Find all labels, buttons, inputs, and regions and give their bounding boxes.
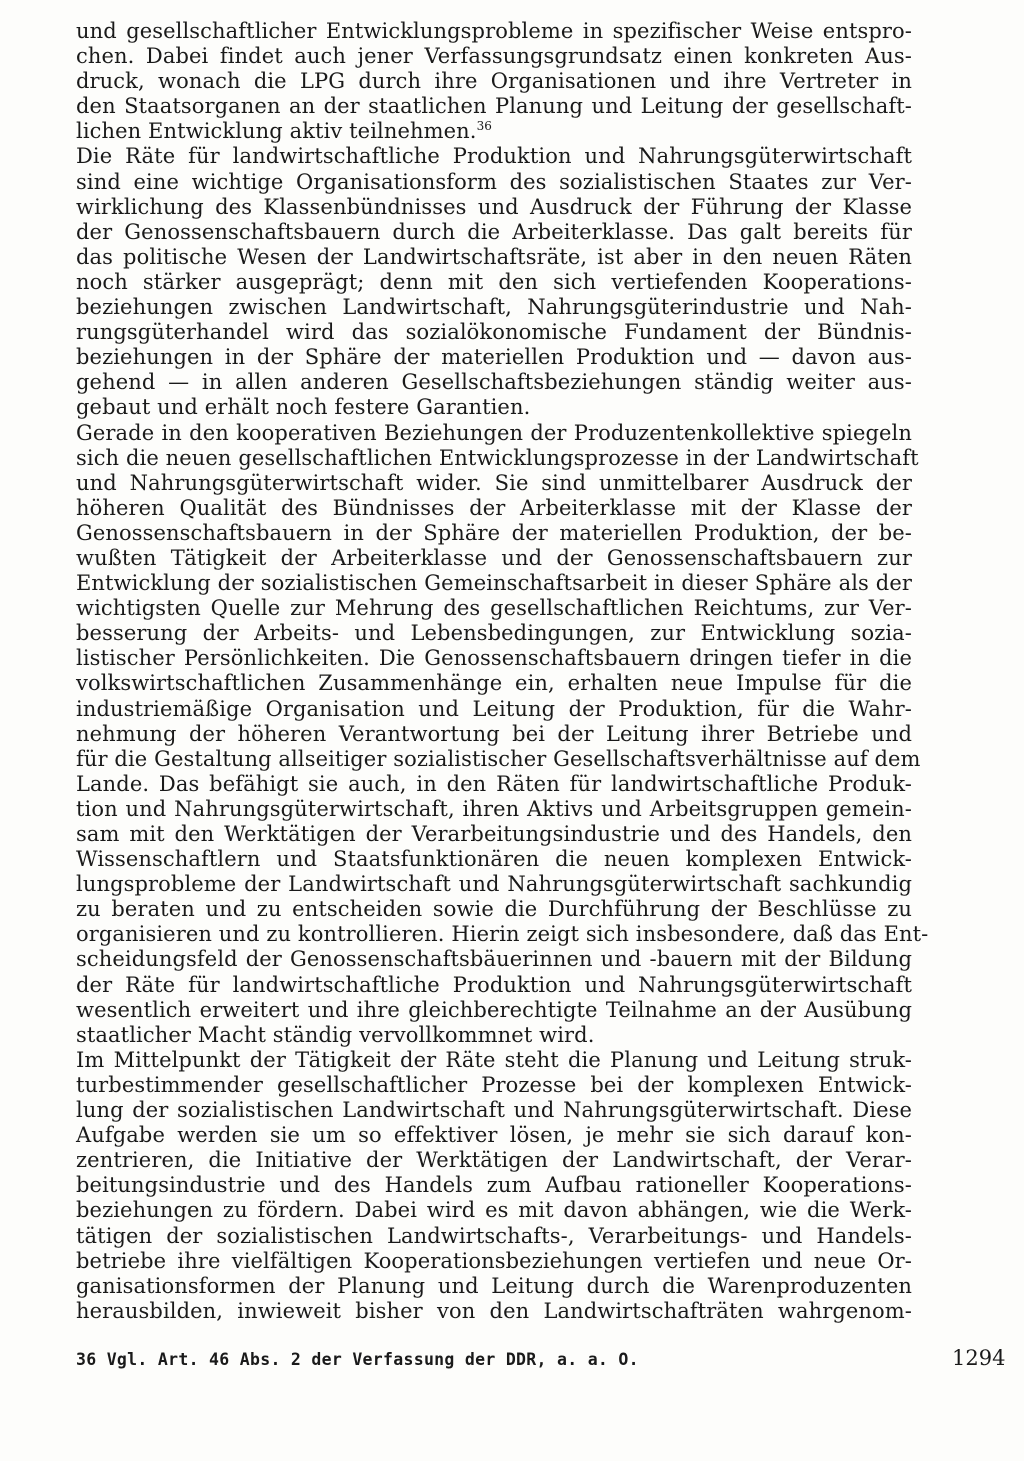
text-line: wichtigsten Quelle zur Mehrung des gesellschaftlichen Reichtums, zur Ver- [76, 596, 912, 621]
footnote-reference: 36 [476, 119, 493, 134]
text-line: und Nahrungsgüterwirtschaft wider. Sie sind unmittelbarer Ausdruck der [76, 470, 912, 495]
text-line: ganisationsformen der Planung und Leitung durch die Warenproduzenten [76, 1273, 912, 1298]
text-line: tätigen der sozialistischen Landwirtschafts-, Verarbeitungs- und Handels- [76, 1223, 912, 1248]
paragraph [76, 1048, 912, 1324]
text-line: gehend — in allen anderen Gesellschaftsbeziehungen ständig weiter aus- [76, 370, 912, 395]
page-body [76, 19, 929, 1324]
text-line [76, 119, 912, 144]
text-line: beitungsindustrie und des Handels zum Aufbau rationeller Kooperations- [76, 1173, 912, 1198]
text-line: Gerade in den kooperativen Beziehungen der Produzentenkollektive spiegeln [76, 420, 912, 445]
text-line: wirklichung des Klassenbündnisses und Ausdruck der Führung der Klasse [76, 194, 912, 219]
footnote: 36 Vgl. Art. 46 Abs. 2 der Verfassung der DDR, a. a. O. [76, 1350, 639, 1369]
text-line: und gesellschaftlicher Entwicklungsprobleme in spezifischer Weise entspro- [76, 19, 912, 43]
text-line: für die Gestaltung allseitiger sozialistischer Gesellschaftsverhältnisse auf dem [76, 746, 921, 771]
text-line: den Staatsorganen an der staatlichen Planung und Leitung der gesellschaft- [76, 94, 912, 119]
text-line: zu beraten und zu entscheiden sowie die Durchführung der Beschlüsse zu [76, 897, 912, 922]
text-line: das politische Wesen der Landwirtschaftsräte, ist aber in den neuen Räten [76, 244, 912, 269]
text-line: sind eine wichtige Organisationsform des sozialistischen Staates zur Ver- [76, 169, 912, 194]
text-line: lungsprobleme der Landwirtschaft und Nahrungsgüterwirtschaft sachkundig [76, 872, 912, 897]
text-line: volkswirtschaftlichen Zusammenhänge ein, erhalten neue Impulse für die [76, 671, 912, 696]
text-line: zentrieren, die Initiative der Werktätigen der Landwirtschaft, der Verar- [76, 1148, 912, 1173]
text-line: staatlicher Macht ständig vervollkommnet wird. [76, 1022, 595, 1047]
text-line: Genossenschaftsbauern in der Sphäre der materiellen Produktion, der be- [76, 520, 912, 545]
text-line: sich die neuen gesellschaftlichen Entwicklungsprozesse in der Landwirtschaft [76, 445, 919, 470]
text-line: noch stärker ausgeprägt; denn mit den sich vertiefenden Kooperations- [76, 269, 912, 294]
text-line: druck, wonach die LPG durch ihre Organisationen und ihre Vertreter in [76, 69, 912, 94]
text-line: Wissenschaftlern und Staatsfunktionären die neuen komplexen Entwick- [76, 847, 912, 872]
text-line: Aufgabe werden sie um so effektiver lösen, je mehr sie sich darauf kon- [76, 1123, 912, 1148]
text-line: Lande. Das befähigt sie auch, in den Räten für landwirtschaftliche Produk- [76, 771, 912, 796]
paragraph [76, 420, 929, 1048]
text-line: tion und Nahrungsgüterwirtschaft, ihren Aktivs und Arbeitsgruppen gemein- [76, 796, 912, 821]
paragraph [76, 144, 912, 420]
text-line: chen. Dabei findet auch jener Verfassungsgrundsatz einen konkreten Aus- [76, 44, 912, 69]
text-line: besserung der Arbeits- und Lebensbedingungen, zur Entwicklung sozia- [76, 621, 912, 646]
text-line: beziehungen in der Sphäre der materiellen Produktion und — davon aus- [76, 345, 912, 370]
text-line: beziehungen zu fördern. Dabei wird es mit davon abhängen, wie die Werk- [76, 1198, 912, 1223]
text-line: wesentlich erweitert und ihre gleichberechtigte Teilnahme an der Ausübung [76, 997, 912, 1022]
text-line: turbestimmender gesellschaftlicher Prozesse bei der komplexen Entwick- [76, 1072, 912, 1097]
text-line: sam mit den Werktätigen der Verarbeitungsindustrie und des Handels, den [76, 822, 912, 846]
text-line: Die Räte für landwirtschaftliche Produktion und Nahrungsgüterwirtschaft [76, 144, 912, 169]
text-line: lung der sozialistischen Landwirtschaft und Nahrungsgüterwirtschaft. Diese [76, 1098, 912, 1123]
text-line: nehmung der höheren Verantwortung bei der Leitung ihrer Betriebe und [76, 721, 912, 746]
text-line: beziehungen zwischen Landwirtschaft, Nahrungsgüterindustrie und Nah- [76, 295, 912, 320]
text-line: scheidungsfeld der Genossenschaftsbäuerinnen und -bauern mit der Bildung [76, 947, 912, 972]
text-line: gebaut und erhält noch festere Garantien. [76, 395, 531, 420]
text-line: herausbilden, inwieweit bisher von den Landwirtschafträten wahrgenom- [76, 1298, 912, 1323]
text-line: wußten Tätigkeit der Arbeiterklasse und der Genossenschaftsbauern zur [76, 545, 912, 570]
text-line: listischer Persönlichkeiten. Die Genossenschaftsbauern dringen tiefer in die [76, 646, 912, 671]
text-line: höheren Qualität des Bündnisses der Arbeiterklasse mit der Klasse der [76, 495, 912, 520]
text-line: betriebe ihre vielfältigen Kooperationsbeziehungen vertiefen und neue Or- [76, 1248, 912, 1273]
text-line-content: lichen Entwicklung aktiv teilnehmen. [76, 119, 477, 144]
text-line: Entwicklung der sozialistischen Gemeinschaftsarbeit in dieser Sphäre als der [76, 571, 912, 596]
text-line: der Räte für landwirtschaftliche Produktion und Nahrungsgüterwirtschaft [76, 972, 912, 997]
paragraph [76, 19, 912, 144]
text-line: der Genossenschaftsbauern durch die Arbeiterklasse. Das galt bereits für [76, 219, 912, 244]
text-line: industriemäßige Organisation und Leitung der Produktion, für die Wahr- [76, 696, 912, 721]
text-line: Im Mittelpunkt der Tätigkeit der Räte steht die Planung und Leitung struk- [76, 1047, 912, 1072]
text-line: rungsgüterhandel wird das sozialökonomische Fundament der Bündnis- [76, 320, 912, 345]
page-number: 1294 [952, 1346, 1006, 1370]
text-line: organisieren und zu kontrollieren. Hierin zeigt sich insbesondere, daß das Ent- [76, 922, 929, 947]
